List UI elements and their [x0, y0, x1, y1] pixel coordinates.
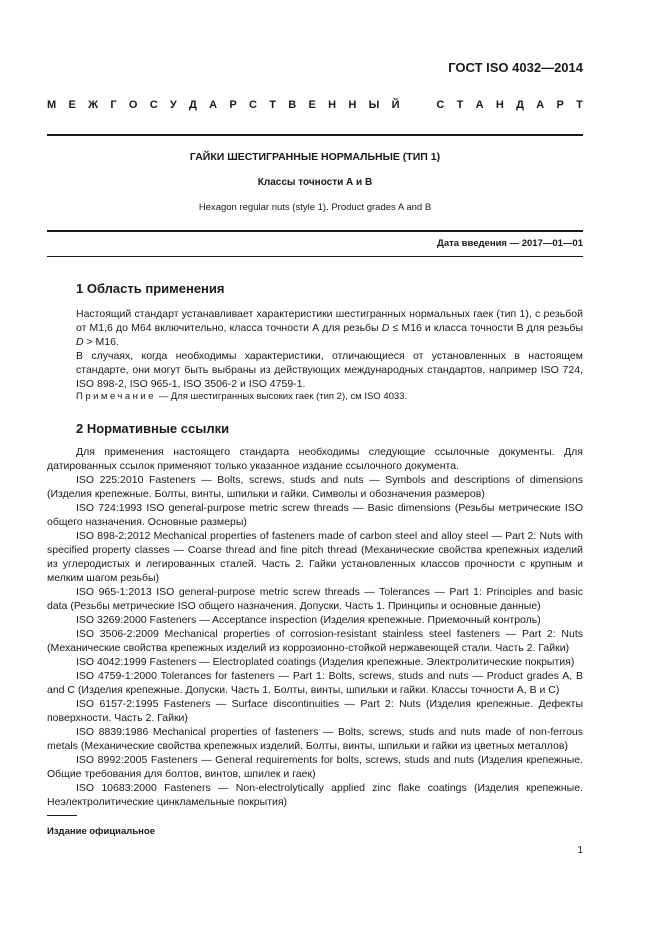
document-code: ГОСТ ISO 4032—2014 [448, 60, 583, 75]
reference-item: ISO 898-2:2012 Mechanical properties of fasteners made of carbon steel and alloy steel — Part 2: Nuts with specified property classes — Coarse thread and fine pitch thread (Механические свойства крепежных изделий из углеродистых и легированных сталей. Часть 2. Гайки установленных классов прочности с крупным и мелким шагом резьбы) [47, 530, 583, 584]
banner-letter: М [47, 99, 57, 111]
english-title: Hexagon regular nuts (style 1). Product grades A and B [198, 202, 432, 213]
reference-item: ISO 965-1:2013 ISO general-purpose metric screw threads — Tolerances — Part 1: Principles and basic data (Резьбы метрические ISO общего назначения. Допуски. Часть 1. Принципы и основные данные) [47, 586, 583, 612]
banner-letter: С [249, 99, 257, 111]
banner-letter: Й [391, 99, 400, 111]
banner-letter: В [288, 99, 297, 111]
banner-letter: Н [495, 99, 504, 111]
date-rule [47, 256, 583, 257]
section-2-heading: 2 Нормативные ссылки [76, 421, 230, 436]
banner-letter: А [209, 99, 218, 111]
reference-item: ISO 724:1993 ISO general-purpose metric screw threads — Basic dimensions (Резьбы метрические ISO общего назначения. Основные размеры) [47, 502, 583, 528]
reference-item: ISO 3506-2:2009 Mechanical properties of corrosion-resistant stainless steel fasteners — Part 2: Nuts (Механические свойства крепежных изделий из коррозионно-стойкой нержавеющей стали. Часть 2. Гайки) [47, 628, 583, 654]
note-label: Примечание [76, 391, 156, 402]
banner-letter: Т [269, 99, 276, 111]
banner-letter: Т [576, 99, 583, 111]
banner-letter: Р [556, 99, 564, 111]
introduction-date: Дата введения — 2017—01—01 [437, 238, 583, 249]
standard-subtitle: Классы точности А и В [257, 177, 373, 188]
banner-letter: Р [229, 99, 237, 111]
banner-letter: А [536, 99, 545, 111]
title-rule [47, 230, 583, 232]
banner-letter: Д [189, 99, 197, 111]
official-edition-label: Издание официальное [47, 826, 155, 837]
reference-item: ISO 8992:2005 Fasteners — General requirements for bolts, screws, studs and nuts (Изделия крепежные. Общие требования для болтов, винтов, шпилек и гаек) [47, 754, 583, 780]
header-rule [47, 134, 583, 136]
banner-letter: Ы [368, 99, 380, 111]
banner-letter: Е [68, 99, 76, 111]
banner-letter: С [436, 99, 445, 111]
reference-item: ISO 6157-2:1995 Fasteners — Surface discontinuities — Part 2: Nuts (Изделия крепежные. Дефекты поверхности. Часть 2. Гайки) [47, 698, 583, 724]
section-1-heading: 1 Область применения [76, 281, 225, 296]
note [76, 391, 583, 402]
banner-letter: Н [328, 99, 337, 111]
note-text: — Для шестигранных высоких гаек (тип 2), см ISO 4033. [156, 391, 408, 402]
footer-rule [47, 815, 77, 816]
banner-letter: У [169, 99, 177, 111]
banner-letter: Г [110, 99, 117, 111]
reference-item: ISO 3269:2000 Fasteners — Acceptance inspection (Изделия крепежные. Приемочный контроль) [76, 614, 541, 626]
interstate-standard-banner [47, 99, 583, 111]
reference-item: ISO 8839:1986 Mechanical properties of fasteners — Bolts, screws, studs and nuts made of non-ferrous metals (Механические свойства крепежных изделий. Болты, винты, шпильки и гайки из цветных металлов) [47, 726, 583, 752]
reference-item: ISO 225:2010 Fasteners — Bolts, screws, studs and nuts — Symbols and descriptions of dimensions (Изделия крепежные. Болты, винты, шпильки и гайки. Символы и обозначения размеров) [47, 474, 583, 500]
banner-letter: Т [456, 99, 464, 111]
reference-list [47, 473, 583, 809]
banner-letter: Д [516, 99, 524, 111]
banner-letter: Н [348, 99, 357, 111]
banner-letter: С [149, 99, 158, 111]
scope-paragraph-1: Настоящий стандарт устанавливает характеристики шестигранных нормальных гаек (тип 1), с резьбой от М1,6 до М64 включительно, класса точности А для резьбы D ≤ M16 и класса точности В для резьбы D > M16. [76, 308, 583, 348]
banner-letter: О [128, 99, 138, 111]
reference-item: ISO 10683:2000 Fasteners — Non-electrolytically applied zinc flake coatings (Изделия крепежные. Неэлектролитические цинкламельные покрытия) [47, 782, 583, 808]
standard-title: ГАЙКИ ШЕСТИГРАННЫЕ НОРМАЛЬНЫЕ (ТИП 1) [189, 151, 441, 163]
section-2-body [47, 445, 583, 809]
section-1-body [76, 307, 583, 391]
reference-item: ISO 4759-1:2000 Tolerances for fasteners — Part 1: Bolts, screws, studs and nuts — Product grades A, B and C (Изделия крепежные. Допуски. Часть 1. Болты, винты, шпильки и гайки. Классы точности А, В и С) [47, 670, 583, 696]
banner-letter: Е [308, 99, 316, 111]
page-number: 1 [577, 845, 583, 856]
normative-intro: Для применения настоящего стандарта необходимы следующие ссылочные документы. Для датированных ссылок применяют только указанное издание ссылочного документа. [47, 446, 583, 472]
banner-letter: А [475, 99, 484, 111]
reference-item: ISO 4042:1999 Fasteners — Electroplated coatings (Изделия крепежные. Электролитические покрытия) [76, 656, 575, 668]
scope-paragraph-2: В случаях, когда необходимы характеристики, отличающиеся от установленных в настоящем стандарте, они могут быть выбраны из действующих международных стандартов, например ISO 724, ISO 898-2, ISO 965-1, ISO 3506-2 и ISO 4759-1. [76, 350, 583, 390]
banner-letter: Ж [88, 99, 99, 111]
